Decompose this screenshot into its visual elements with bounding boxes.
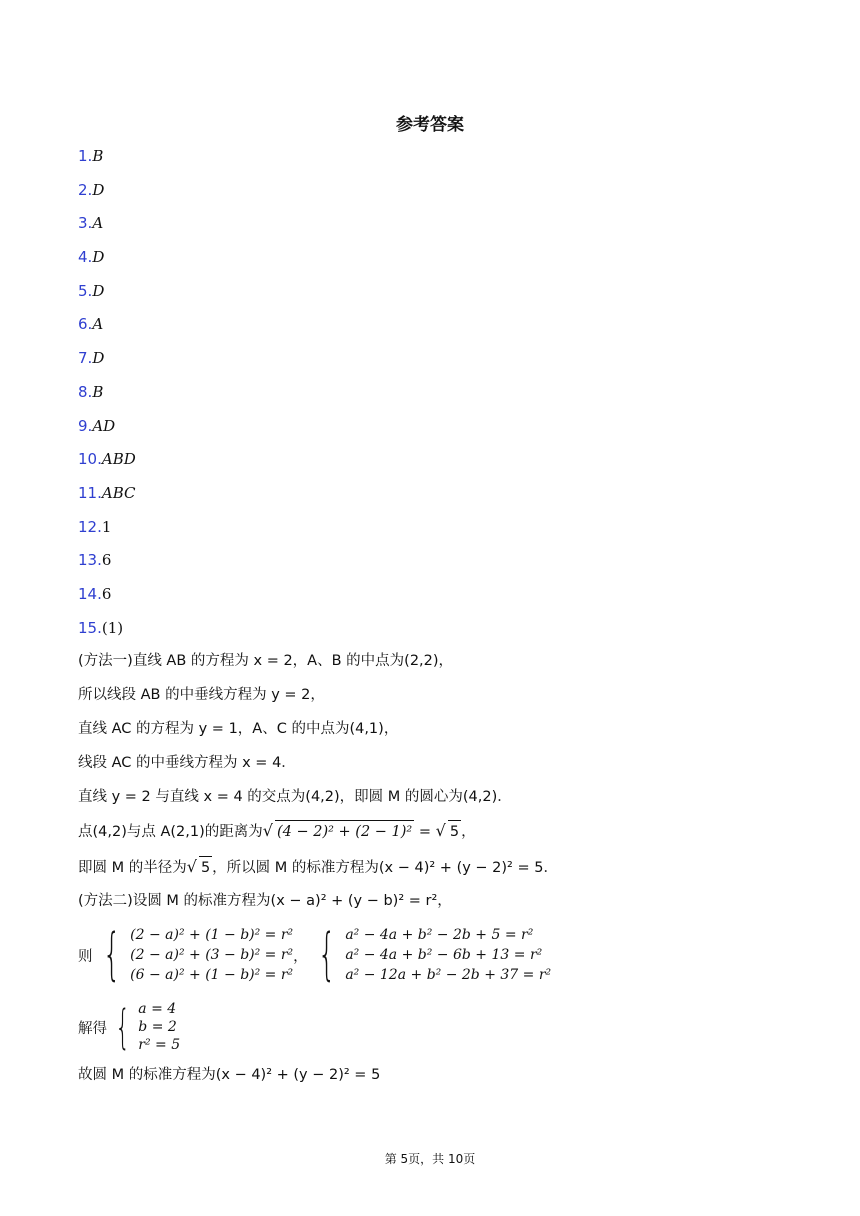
page-footer: 第 5页，共 10页 — [384, 1152, 476, 1166]
equation: (6 − a)² + (1 − b)² = r² — [130, 967, 294, 983]
solution-line: 所以线段 AB 的中垂线方程为 y = 2， — [78, 687, 325, 703]
answer-item — [78, 313, 136, 347]
solution-line: (方法二)设圆 M 的标准方程为(x − a)² + (y − b)² = r²， — [78, 893, 452, 909]
equation: a = 4 — [138, 1001, 177, 1017]
answer-number: 4. — [78, 248, 93, 267]
answer-item — [78, 549, 136, 583]
answer-item — [78, 246, 136, 280]
answer-item — [78, 381, 136, 415]
answer-value: 6 — [101, 551, 112, 570]
sqrt-sign: √ — [186, 857, 197, 876]
equation: b = 2 — [138, 1019, 177, 1035]
radius-text-rest: ，所以圆 M 的标准方程为(x − 4)² + (y − 2)² = 5． — [212, 860, 558, 876]
answer-value: A — [92, 315, 104, 334]
answer-number: 15. — [78, 618, 102, 637]
answer-number: 1. — [78, 147, 93, 165]
answer-item — [78, 415, 136, 449]
answer-number: 11. — [78, 483, 102, 502]
answer-value: A — [92, 214, 104, 233]
result-system — [138, 1000, 180, 1054]
answer-value: B — [92, 382, 104, 401]
equation-system-row — [78, 924, 778, 986]
answer-number: 10. — [78, 450, 102, 469]
result-system-row — [78, 996, 778, 1058]
answer-number: 9. — [78, 416, 93, 435]
left-brace: { — [115, 1000, 130, 1054]
sqrt-radicand: 5 — [199, 856, 212, 879]
answer-item — [78, 516, 136, 550]
solution-conclusion: 故圆 M 的标准方程为(x − 4)² + (y − 2)² = 5 — [78, 1067, 381, 1083]
answer-number: 5. — [78, 281, 93, 300]
answer-item — [78, 145, 136, 179]
answer-number: 13. — [78, 551, 102, 570]
answer-list — [78, 145, 136, 650]
solve-label: 解得 — [78, 1020, 107, 1037]
solution-line: (方法一)直线 AB 的方程为 x = 2，A、B 的中点为(2,2)， — [78, 653, 454, 669]
answer-item — [78, 212, 136, 246]
sqrt-radicand: 5 — [448, 820, 461, 843]
equation: r² = 5 — [138, 1037, 181, 1053]
answer-number: 12. — [78, 517, 102, 536]
answer-number: 7. — [78, 349, 93, 368]
solution-line: 直线 y = 2 与直线 x = 4 的交点为(4,2)，即圆 M 的圆心为(4,2)． — [78, 789, 512, 805]
punctuation: ， — [461, 824, 476, 840]
sqrt-sign: √ — [262, 821, 273, 840]
answer-item — [78, 448, 136, 482]
radius-text: 即圆 M 的半径为 — [78, 860, 187, 876]
distance-text: 点(4,2)与点 A(2,1)的距离为 — [78, 824, 263, 840]
answer-item — [78, 280, 136, 314]
page-title: 参考答案 — [396, 115, 464, 135]
answer-value: ABD — [101, 450, 136, 469]
equation-system-1 — [130, 925, 293, 985]
solution-line: 直线 AC 的方程为 y = 1，A、C 的中点为(4,1)， — [78, 721, 399, 737]
answer-item — [78, 583, 136, 617]
equation: a² − 4a + b² − 6b + 13 = r² — [345, 947, 543, 963]
answer-number: 3. — [78, 214, 93, 233]
equation-system-2 — [345, 925, 551, 985]
answer-value: D — [92, 349, 105, 368]
answer-item — [78, 179, 136, 213]
answer-item — [78, 482, 136, 516]
left-brace: { — [102, 922, 121, 987]
answer-value: AD — [92, 416, 116, 435]
answer-item — [78, 617, 136, 651]
equals-sign: = — [414, 824, 436, 840]
answer-item — [78, 347, 136, 381]
distance-line — [78, 820, 778, 856]
equation: (2 − a)² + (3 − b)² = r² — [130, 947, 294, 963]
answer-value: ABC — [101, 483, 136, 502]
radius-line — [78, 856, 778, 890]
left-brace: { — [317, 922, 336, 987]
answer-number: 6. — [78, 315, 93, 334]
answer-value: D — [92, 248, 105, 267]
answer-value: 6 — [101, 584, 112, 603]
answer-value: 1 — [101, 517, 112, 536]
then-label: 则 — [78, 948, 93, 965]
equation: (2 − a)² + (1 − b)² = r² — [130, 927, 294, 943]
answer-value: D — [92, 281, 105, 300]
equation: a² − 12a + b² − 2b + 37 = r² — [345, 967, 552, 983]
answer-value: D — [92, 180, 105, 199]
answer-value: B — [92, 147, 104, 165]
equation: a² − 4a + b² − 2b + 5 = r² — [345, 927, 534, 943]
solution-line: 线段 AC 的中垂线方程为 x = 4． — [78, 755, 296, 771]
separator: ， — [293, 948, 308, 965]
sqrt-sign: √ — [435, 821, 446, 840]
answer-number: 14. — [78, 584, 102, 603]
solution-block — [78, 650, 778, 1098]
answer-value: (1) — [101, 618, 124, 637]
answer-number: 8. — [78, 382, 93, 401]
answer-number: 2. — [78, 180, 93, 199]
sqrt-radicand: (4 − 2)² + (2 − 1)² — [275, 820, 414, 843]
